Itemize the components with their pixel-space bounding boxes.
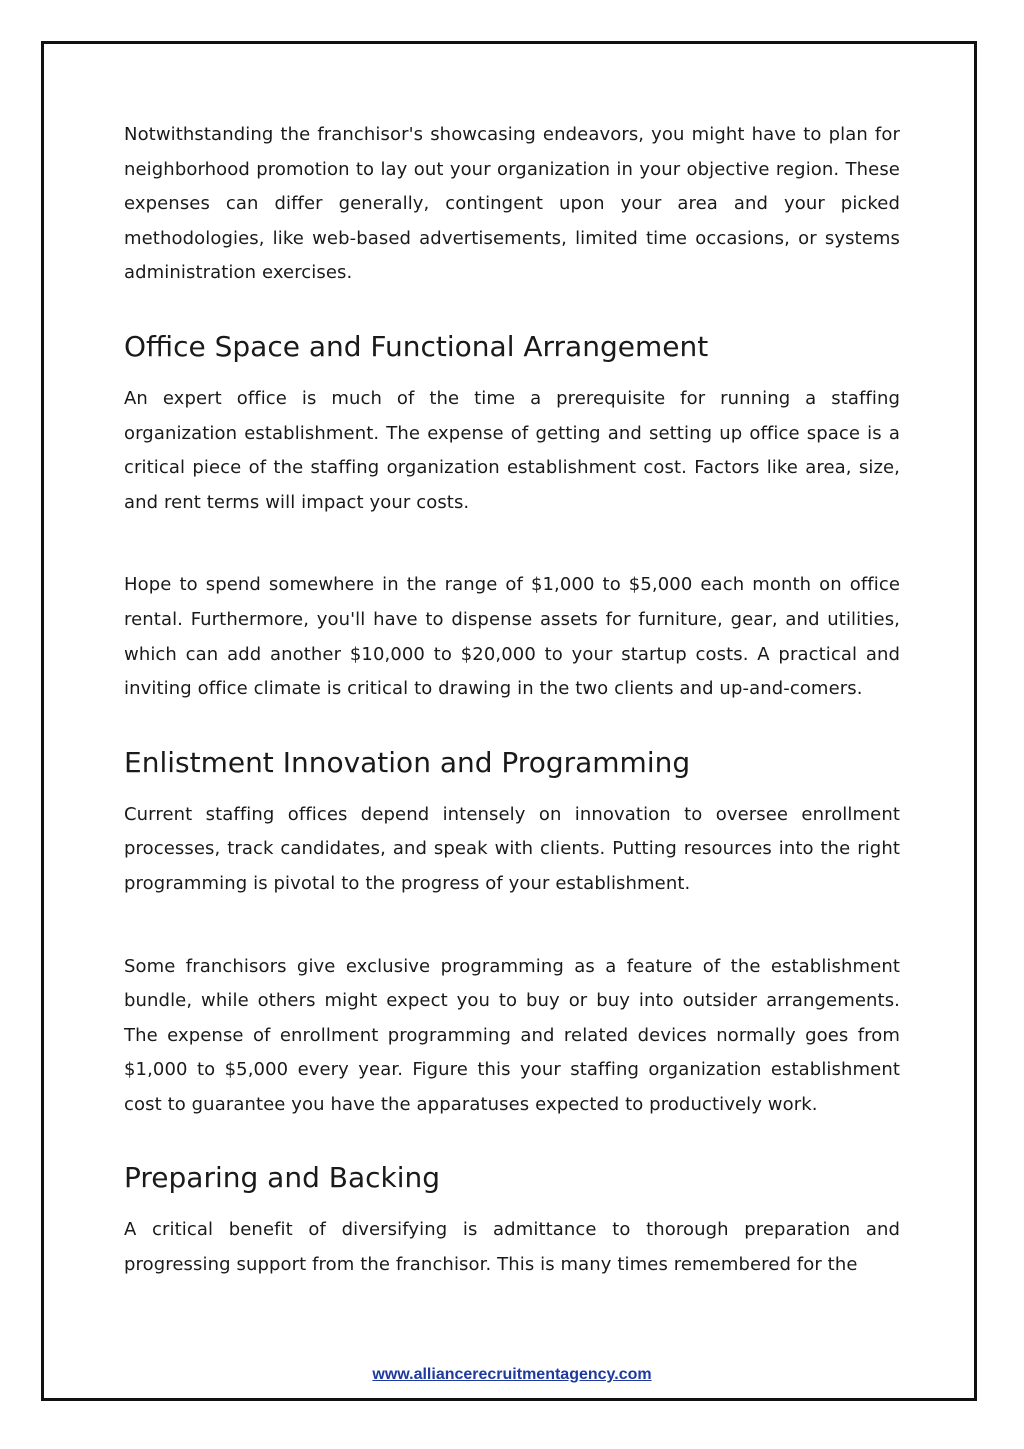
paragraph-training-benefit: A critical benefit of diversifying is admittance to thorough preparation and progressing support from the franchisor. This is many times remembered for the [124, 1219, 900, 1276]
heading-office-space: Office Space and Functional Arrangement [124, 329, 709, 363]
paragraph-office-rental-costs: Hope to spend somewhere in the range of $1,000 to $5,000 each month on office rental. Furthermore, you'll have to dispense assets for furniture, gear, and utilities, which can add another $10,000 to $20,000 to your startup costs. A practical and inviting office climate is critical to drawing in the two clients and up-and-comers. [124, 574, 900, 700]
document-body [124, 118, 900, 1283]
paragraph-office-requirement: An expert office is much of the time a prerequisite for running a staffing organization establishment. The expense of getting and setting up office space is a critical piece of the staffing organization establishment cost. Factors like area, size, and rent terms will impact your costs. [124, 387, 900, 513]
paragraph-local-promotion: Notwithstanding the franchisor's showcasing endeavors, you might have to plan for neighborhood promotion to lay out your organization in your objective region. These expenses can differ generally, contingent upon your area and your picked methodologies, like web-based advertisements, limited time occasions, or systems administration exercises. [124, 124, 900, 284]
footer-website-link[interactable]: www.alliancerecruitmentagency.com [372, 1366, 652, 1383]
paragraph-software-costs: Some franchisors give exclusive programming as a feature of the establishment bundle, while others might expect you to buy or buy into outsider arrangements. The expense of enrollment programming and related devices normally goes from $1,000 to $5,000 every year. Figure this your staffing organization establishment cost to guarantee you have the apparatuses expected to productively work. [124, 955, 900, 1115]
heading-recruitment-technology: Enlistment Innovation and Programming [124, 745, 691, 779]
heading-training-support: Preparing and Backing [124, 1161, 441, 1195]
paragraph-technology-reliance: Current staffing offices depend intensely on innovation to oversee enrollment processes, track candidates, and speak with clients. Putting resources into the right programming is pivotal to the progress of your establishment. [124, 803, 900, 894]
